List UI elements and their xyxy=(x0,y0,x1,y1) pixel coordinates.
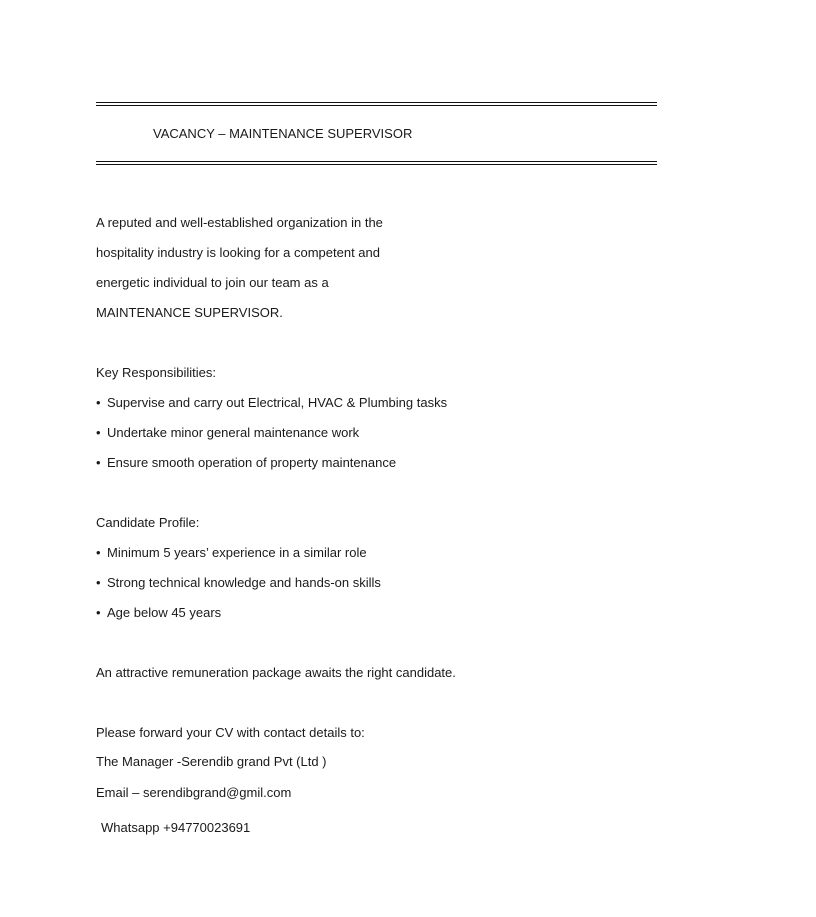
responsibility-text: Supervise and carry out Electrical, HVAC & Plumbing tasks xyxy=(107,395,448,410)
contact-email: Email – serendibgrand@gmil.com xyxy=(96,785,292,800)
top-double-rule xyxy=(96,102,657,106)
responsibility-text: Undertake minor general maintenance work xyxy=(107,425,360,440)
bullet-icon xyxy=(96,605,107,620)
profile-text: Strong technical knowledge and hands-on skills xyxy=(107,575,381,590)
intro-line-2: hospitality industry is looking for a competent and xyxy=(96,245,380,260)
responsibility-item xyxy=(96,425,359,441)
profile-item xyxy=(96,605,221,621)
intro-line-4: MAINTENANCE SUPERVISOR. xyxy=(96,305,283,320)
remuneration-text: An attractive remuneration package awaits the right candidate. xyxy=(96,665,456,680)
profile-item xyxy=(96,545,367,561)
responsibility-item xyxy=(96,455,396,471)
bullet-icon xyxy=(96,395,107,410)
bullet-icon xyxy=(96,575,107,590)
profile-text: Minimum 5 years’ experience in a similar role xyxy=(107,545,367,560)
profile-text: Age below 45 years xyxy=(107,605,222,620)
responsibility-text: Ensure smooth operation of property maintenance xyxy=(107,455,397,470)
contact-instruction: Please forward your CV with contact details to: xyxy=(96,725,365,740)
contact-addressee: The Manager -Serendib grand Pvt (Ltd ) xyxy=(96,754,327,769)
responsibilities-heading: Key Responsibilities: xyxy=(96,365,216,380)
bullet-icon xyxy=(96,425,107,440)
profile-heading: Candidate Profile: xyxy=(96,515,200,530)
vacancy-title: VACANCY – MAINTENANCE SUPERVISOR xyxy=(153,126,413,141)
bottom-double-rule xyxy=(96,161,657,165)
intro-line-3: energetic individual to join our team as a xyxy=(96,275,329,290)
contact-whatsapp: Whatsapp +94770023691 xyxy=(101,820,251,835)
intro-line-1: A reputed and well-established organization in the xyxy=(96,215,383,230)
profile-item xyxy=(96,575,381,591)
responsibility-item xyxy=(96,395,447,411)
bullet-icon xyxy=(96,455,107,470)
bullet-icon xyxy=(96,545,107,560)
